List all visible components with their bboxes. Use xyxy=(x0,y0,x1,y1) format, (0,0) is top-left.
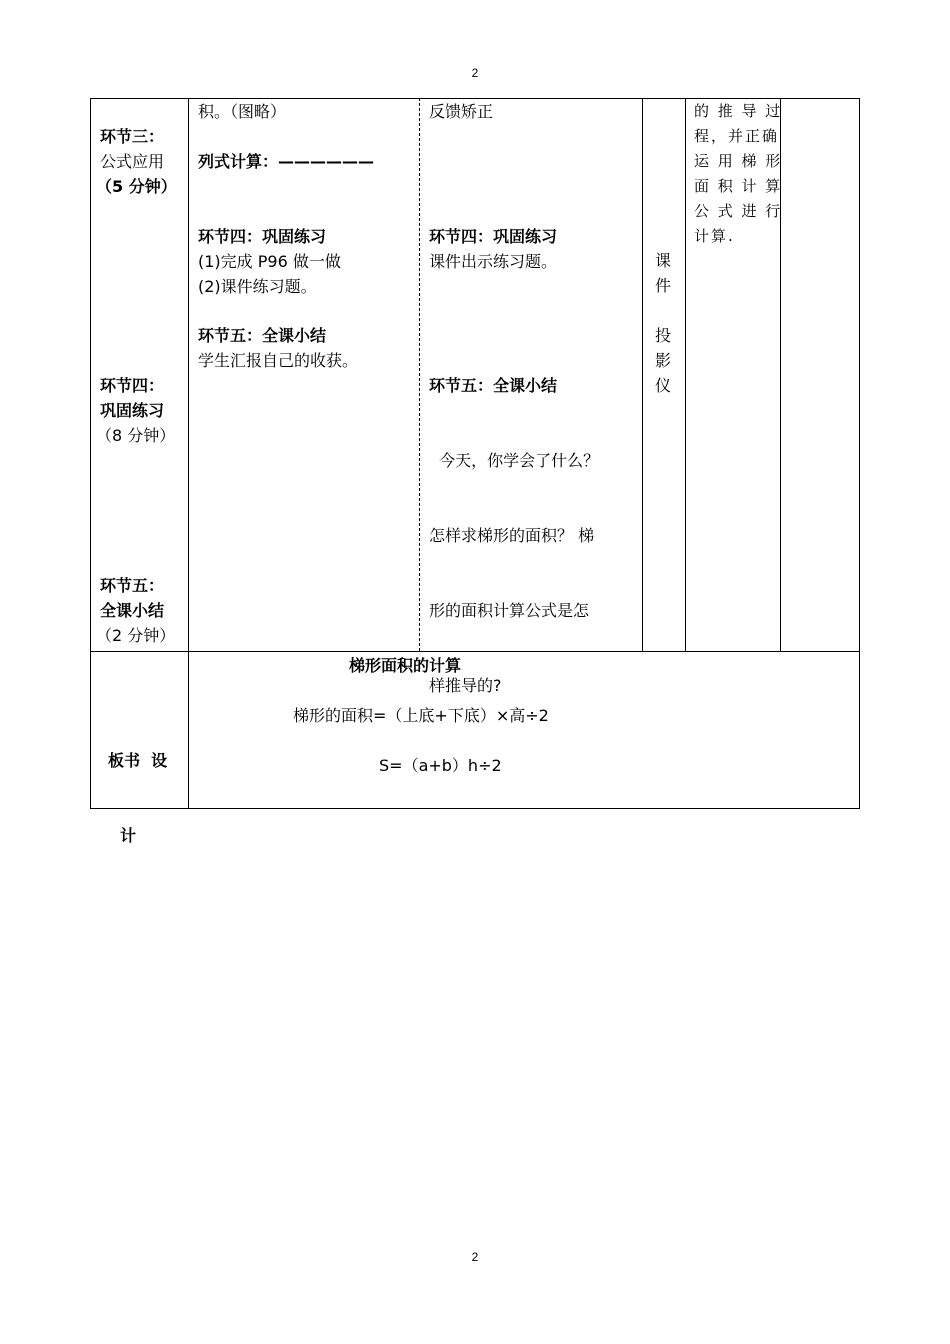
media-char xyxy=(651,298,675,323)
goal-line: 计算. xyxy=(694,227,735,245)
student-stage5-text: 学生汇报自己的收获。 xyxy=(198,351,359,370)
col1-divider xyxy=(188,98,189,809)
stage4-time: （8 分钟） xyxy=(96,426,176,445)
student-stage5 xyxy=(198,323,358,373)
col2-divider xyxy=(419,98,420,651)
media-char: 件 xyxy=(654,276,671,295)
media-char: 影 xyxy=(654,351,671,370)
goal-line: 面 积 计 算 xyxy=(694,177,783,195)
teacher-stage5-line4: 样推导的? xyxy=(429,676,502,695)
student-stage4-item2: (2)课件练习题。 xyxy=(198,277,317,296)
stage5-name: 全课小结 xyxy=(100,601,165,620)
media-column xyxy=(651,248,675,398)
media-char: 仪 xyxy=(654,376,671,395)
teacher-stage5-line3: 形的面积计算公式是怎 xyxy=(429,601,590,620)
board-title: 梯形面积的计算 xyxy=(349,656,462,675)
stage4-label xyxy=(96,373,176,448)
stage4-title: 环节四： xyxy=(100,376,165,395)
goal-text xyxy=(694,99,782,249)
table-left-border xyxy=(90,98,91,809)
board-label-line2: 计 xyxy=(120,826,137,845)
teacher-stage5-title: 环节五：全课小结 xyxy=(429,376,558,395)
board-formula-words: 梯形的面积=（上底+下底）×高÷2 xyxy=(293,706,549,725)
stage3-title: 环节三： xyxy=(100,127,165,146)
board-label-line1: 板书 设 xyxy=(108,751,168,770)
teacher-stage5-line2: 怎样求梯形的面积？ 梯 xyxy=(429,526,595,545)
page-number-top: 2 xyxy=(471,66,479,80)
student-stage4-title: 环节四：巩固练习 xyxy=(198,227,327,246)
stage3-label xyxy=(96,124,177,199)
goal-line: 的 推 导 过 xyxy=(694,102,783,120)
stage4-name: 巩固练习 xyxy=(100,401,165,420)
media-char: 课 xyxy=(654,251,671,270)
goal-line: 程，并正确 xyxy=(694,127,780,145)
col3-divider xyxy=(642,98,643,651)
media-char: 投 xyxy=(654,326,671,345)
teacher-stage4-title: 环节四：巩固练习 xyxy=(429,227,558,246)
board-formula-symbols: S=（a+b）h÷2 xyxy=(379,756,502,775)
page-number-bottom: 2 xyxy=(471,1250,479,1264)
stage3-time: （5 分钟） xyxy=(96,177,177,196)
stage3-name: 公式应用 xyxy=(100,152,165,171)
student-stage4 xyxy=(198,224,341,299)
goal-line: 公 式 进 行 xyxy=(694,202,783,220)
board-design-label xyxy=(108,698,167,873)
teacher-stage4-text: 课件出示练习题。 xyxy=(429,252,558,271)
stage5-title: 环节五： xyxy=(100,576,165,595)
student-stage4-item1: (1)完成 P96 做一做 xyxy=(198,252,341,271)
table-right-border xyxy=(859,98,860,809)
goal-line: 运 用 梯 形 xyxy=(694,152,783,170)
formula-calc-text: 列式计算：—————— xyxy=(198,152,375,171)
student-stage5-title: 环节五：全课小结 xyxy=(198,326,327,345)
teacher-stage5-line1: 今天，你学会了什么？ xyxy=(429,451,600,470)
stage5-label xyxy=(96,573,176,648)
col4-divider xyxy=(685,98,686,651)
teacher-stage4 xyxy=(429,224,557,274)
table-bottom-border xyxy=(90,808,860,809)
stage5-time: （2 分钟） xyxy=(96,626,176,645)
student-area-text: 积。（图略） xyxy=(198,102,287,121)
teacher-feedback-text: 反馈矫正 xyxy=(429,102,494,121)
